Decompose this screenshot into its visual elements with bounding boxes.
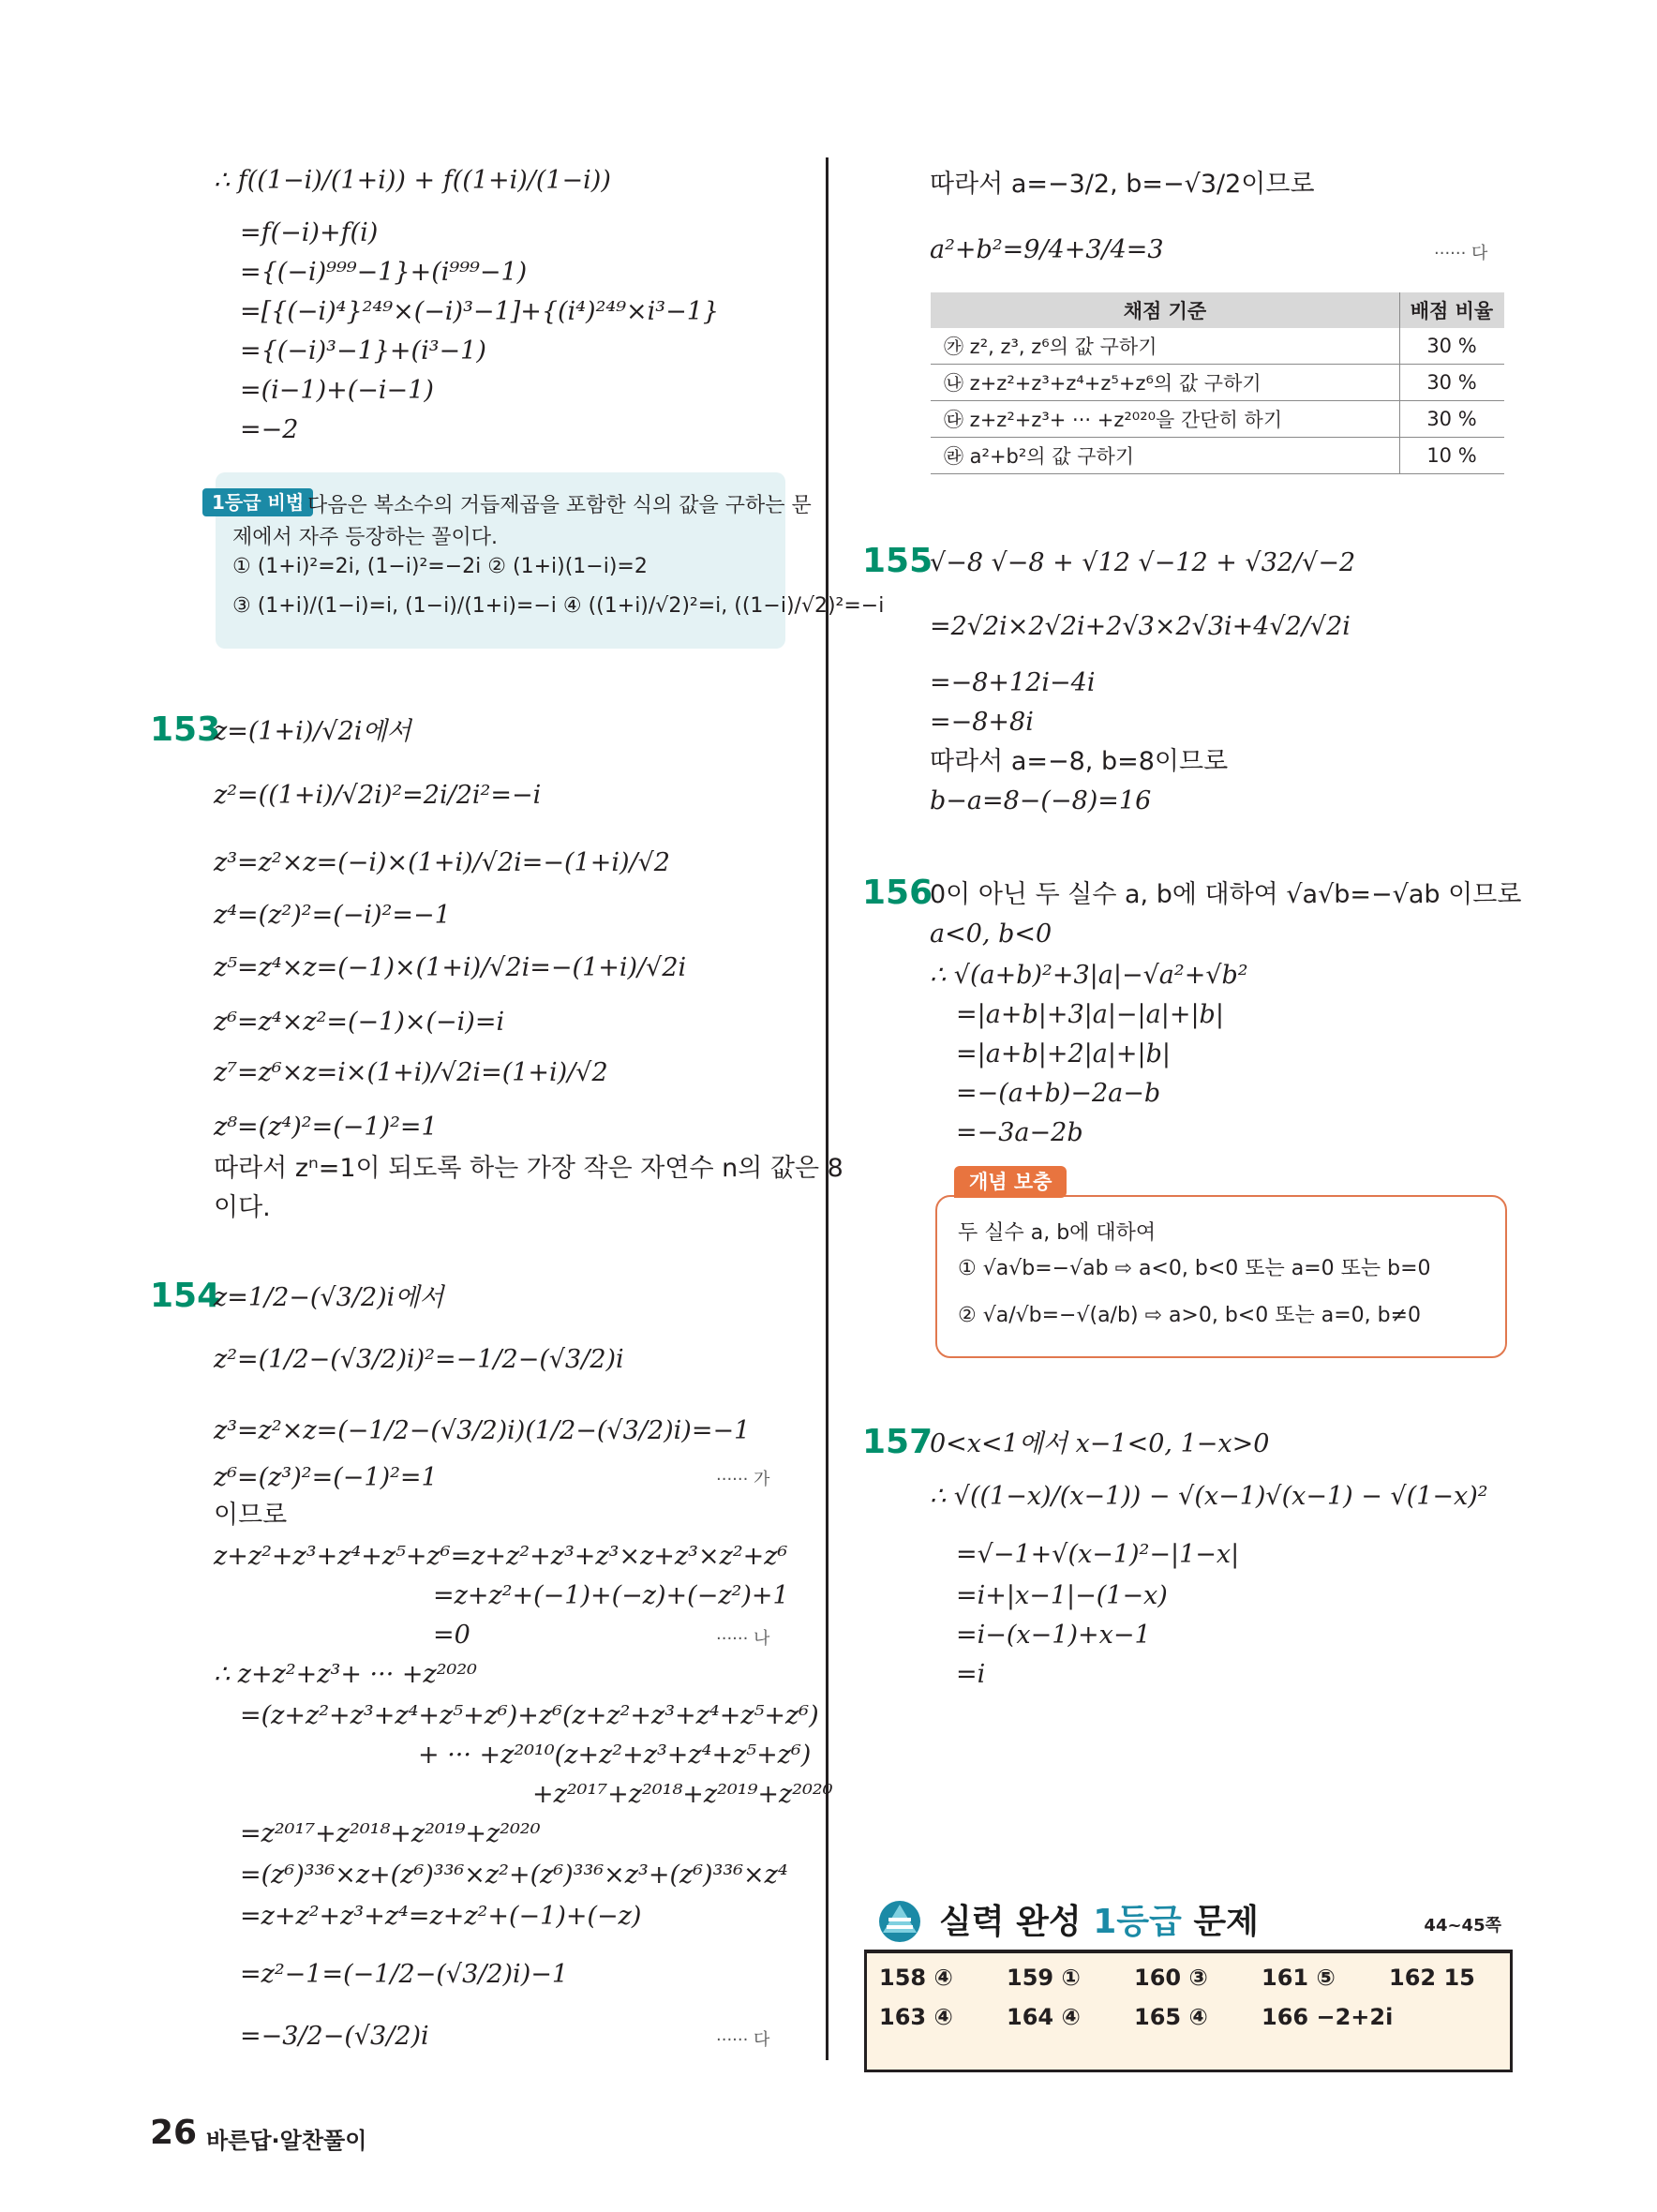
solution-line: z=(1+i)/√2i에서 [214,717,411,746]
cont-line: =[{(−i)⁴}²⁴⁹×(−i)³−1]+{(i⁴)²⁴⁹×i³−1} [240,297,720,326]
table-header: 채점 기준 [931,292,1400,328]
tip-line: ① (1+i)²=2i, (1−i)²=−2i ② (1+i)(1−i)=2 [232,555,648,578]
solution-line: ∴ z+z²+z³+ ··· +z²⁰²⁰ [214,1660,478,1689]
concept-line: ① √a√b=−√ab ⇨ a<0, b<0 또는 a=0 또는 b=0 [958,1257,1431,1280]
solution-line: =√−1+√(x−1)²−|1−x| [956,1540,1240,1569]
solution-line: =z²⁰¹⁷+z²⁰¹⁸+z²⁰¹⁹+z²⁰²⁰ [240,1819,541,1848]
step-marker: ······ 나 [716,1629,770,1649]
answer-item: 159 ① [1007,1965,1081,1991]
solution-line: =i [956,1660,986,1689]
table-cell: 30 % [1400,328,1505,365]
section-pages: 44~45쪽 [1424,1916,1501,1936]
table-cell: 30 % [1400,365,1505,401]
tip-line: 제에서 자주 등장하는 꼴이다. [232,526,498,549]
solution-line: =|a+b|+3|a|−|a|+|b| [956,1000,1224,1029]
answer-item: 158 ④ [879,1965,953,1991]
concept-tag: 개념 보충 [954,1166,1067,1198]
solution-line: =z+z²+z³+z⁴=z+z²+(−1)+(−z) [240,1902,642,1931]
concept-line: 두 실수 a, b에 대하여 [958,1221,1157,1245]
cont-line: 따라서 a=−3/2, b=−√3/2이므로 [930,170,1315,199]
solution-line: =−3/2−(√3/2)i [240,2022,429,2051]
problem-number: 157 [862,1423,933,1461]
solution-line: 이다. [214,1193,271,1222]
problem-number: 153 [150,710,221,749]
table-cell: ㉮ z², z³, z⁶의 값 구하기 [931,328,1400,365]
cont-line: ={(−i)³−1}+(i³−1) [240,336,486,366]
solution-line: =−3a−2b [956,1118,1083,1147]
solution-line: z+z²+z³+z⁴+z⁵+z⁶=z+z²+z³+z³×z+z³×z²+z⁶ [214,1542,788,1571]
table-row [931,401,1504,438]
tip-line: ③ (1+i)/(1−i)=i, (1−i)/(1+i)=−i ④ ((1+i)/√2)²=i, ((1−i)/√2)²=−i [232,594,885,618]
section-title: 실력 완성 1등급 문제 [939,1903,1259,1941]
answer-item: 166 −2+2i [1261,2004,1394,2030]
table-row [931,365,1504,401]
solution-line: ∴ √((1−x)/(x−1)) − √(x−1)√(x−1) − √(1−x)² [930,1482,1488,1511]
concept-line: ② √a/√b=−√(a/b) ⇨ a>0, b<0 또는 a=0, b≠0 [958,1304,1422,1327]
solution-line: ∴ √(a+b)²+3|a|−√a²+√b² [930,961,1248,990]
solution-line: + ··· +z²⁰¹⁰(z+z²+z³+z⁴+z⁵+z⁶) [418,1741,812,1770]
cont-line: ∴ f((1−i)/(1+i)) + f((1+i)/(1−i)) [214,166,611,195]
cont-line: =f(−i)+f(i) [240,218,379,247]
table-cell: 30 % [1400,401,1505,438]
solution-line: z⁶=z⁴×z²=(−1)×(−i)=i [214,1008,505,1037]
solution-line: =z²−1=(−1/2−(√3/2)i)−1 [240,1960,569,1989]
solution-line: 0<x<1에서 x−1<0, 1−x>0 [930,1429,1270,1458]
section-header [864,1891,1507,1948]
cont-line: =−2 [240,415,299,444]
solution-line: 따라서 zⁿ=1이 되도록 하는 가장 작은 자연수 n의 값은 8 [214,1154,843,1183]
answer-item: 165 ④ [1134,2004,1208,2030]
cont-line: a²+b²=9/4+3/4=3 [930,235,1164,264]
table-header: 배점 비율 [1400,292,1505,328]
cont-line: =(i−1)+(−i−1) [240,376,434,405]
answer-item: 163 ④ [879,2004,953,2030]
solution-line: =i−(x−1)+x−1 [956,1621,1151,1650]
cont-line: ={(−i)⁹⁹⁹−1}+(i⁹⁹⁹−1) [240,258,528,287]
solution-line: =(z⁶)³³⁶×z+(z⁶)³³⁶×z²+(z⁶)³³⁶×z³+(z⁶)³³⁶×z⁴ [240,1861,788,1890]
column-divider [826,157,828,2060]
answer-item: 161 ⑤ [1261,1965,1336,1991]
answer-item: 164 ④ [1007,2004,1081,2030]
problem-number: 156 [862,874,933,912]
solution-line: 이므로 [214,1501,288,1530]
section-logo-icon [873,1897,926,1944]
page-number: 26 [150,2114,198,2152]
solution-line: =z+z²+(−1)+(−z)+(−z²)+1 [433,1581,789,1610]
solution-line: z=1/2−(√3/2)i에서 [214,1283,444,1312]
step-marker: ······ 다 [1434,244,1488,263]
footer-label: 바른답·알찬풀이 [206,2128,367,2154]
table-row [931,328,1504,365]
solution-line: z²=(1/2−(√3/2)i)²=−1/2−(√3/2)i [214,1345,624,1374]
tip-line: 다음은 복소수의 거듭제곱을 포함한 식의 값을 구하는 문 [307,494,812,517]
scoring-table [931,292,1504,474]
solution-line: =|a+b|+2|a|+|b| [956,1039,1172,1069]
solution-line: √−8 √−8 + √12 √−12 + √32/√−2 [930,548,1356,577]
step-marker: ······ 가 [716,1470,770,1489]
problem-number: 155 [862,542,933,580]
solution-line: z⁸=(z⁴)²=(−1)²=1 [214,1113,438,1142]
solution-line: z³=z²×z=(−i)×(1+i)/√2i=−(1+i)/√2 [214,848,670,877]
solution-line: =2√2i×2√2i+2√3×2√3i+4√2/√2i [930,612,1351,641]
solution-line: +z²⁰¹⁷+z²⁰¹⁸+z²⁰¹⁹+z²⁰²⁰ [532,1780,833,1809]
solution-line: z⁴=(z²)²=(−i)²=−1 [214,901,451,930]
solution-line: =(z+z²+z³+z⁴+z⁵+z⁶)+z⁶(z+z²+z³+z⁴+z⁵+z⁶) [240,1701,819,1730]
solution-line: z⁷=z⁶×z=i×(1+i)/√2i=(1+i)/√2 [214,1058,608,1087]
table-cell: ㉰ z+z²+z³+ ··· +z²⁰²⁰을 간단히 하기 [931,401,1400,438]
tip-badge: 1등급 비법 [202,488,313,516]
solution-line: =−8+8i [930,708,1034,737]
solution-line: z³=z²×z=(−1/2−(√3/2)i)(1/2−(√3/2)i)=−1 [214,1416,751,1445]
problem-number: 154 [150,1277,221,1315]
solution-line: =0 [433,1621,470,1650]
solution-line: =−(a+b)−2a−b [956,1079,1161,1108]
table-cell: 10 % [1400,438,1505,474]
solution-line: =−8+12i−4i [930,668,1096,697]
solution-line: 따라서 a=−8, b=8이므로 [930,747,1229,776]
solution-line: b−a=8−(−8)=16 [930,786,1152,815]
answer-item: 162 15 [1389,1965,1475,1991]
table-row [931,438,1504,474]
solution-line: =i+|x−1|−(1−x) [956,1581,1168,1610]
table-cell: ㉱ a²+b²의 값 구하기 [931,438,1400,474]
solution-line: a<0, b<0 [930,919,1052,949]
solution-line: z²=((1+i)/√2i)²=2i/2i²=−i [214,781,542,810]
answer-item: 160 ③ [1134,1965,1208,1991]
solution-line: z⁶=(z³)²=(−1)²=1 [214,1463,438,1492]
solution-line: 0이 아닌 두 실수 a, b에 대하여 √a√b=−√ab 이므로 [930,880,1522,909]
step-marker: ······ 다 [716,2030,770,2050]
table-cell: ㉯ z+z²+z³+z⁴+z⁵+z⁶의 값 구하기 [931,365,1400,401]
solution-line: z⁵=z⁴×z=(−1)×(1+i)/√2i=−(1+i)/√2i [214,953,687,982]
